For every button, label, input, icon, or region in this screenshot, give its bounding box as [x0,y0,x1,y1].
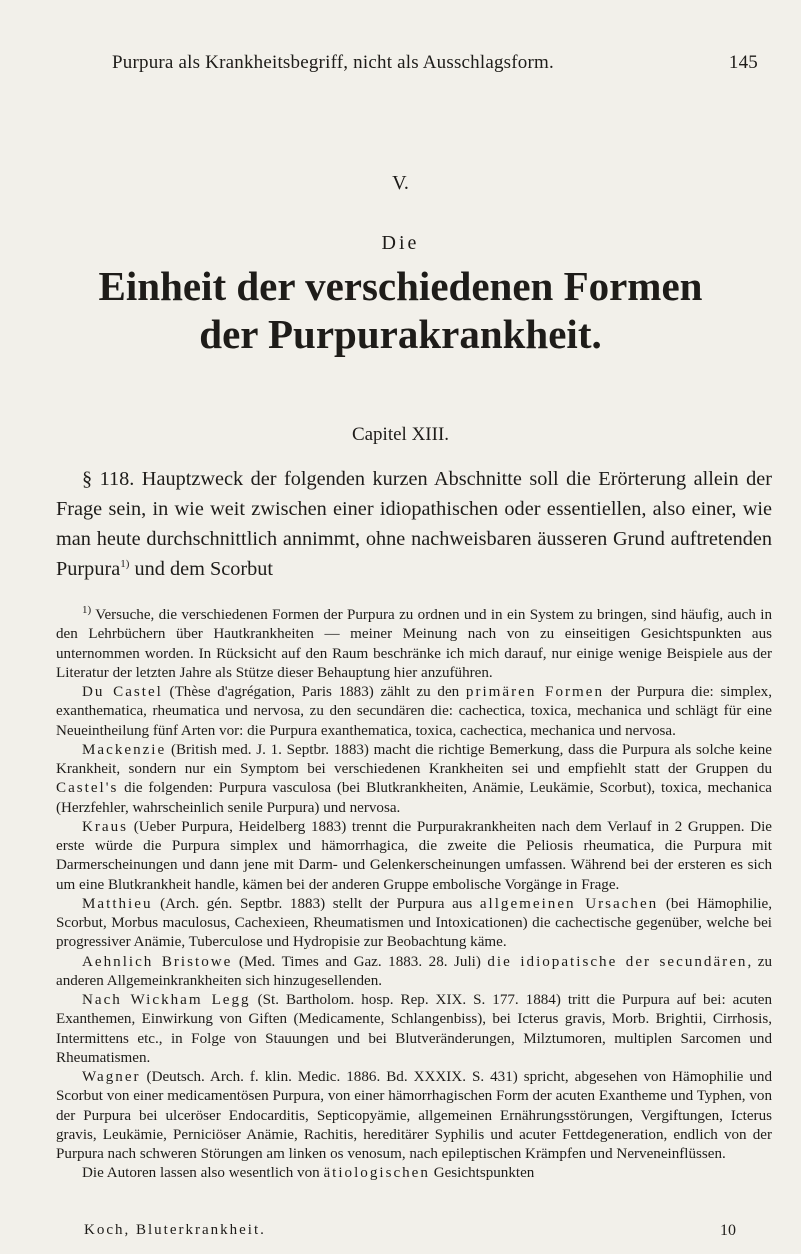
footnote-paragraph [56,683,772,741]
running-head [112,52,758,78]
signature-mark: Koch, Bluterkrankheit. [84,1222,266,1238]
footnote-text: , zu anderen Allgemeinkrankheiten sich hinzugesellenden. [56,953,772,989]
author-name: Wagner [82,1069,141,1085]
footnote-text: (Thèse d'agrégation, Paris 1883) zählt zu den [162,684,466,700]
footnote-text: (bei Hämophilie, Scorbut, Morbus maculosus, Cachexieen, Rheumatismen und Intoxicationen) die cachectische gegenüber, welche bei progressiver Anämie, Tuberculose und Hydropisie zur Beobachtung käme. [56,895,773,951]
emphasis: primären Formen [465,684,605,700]
title-line-2: der Purpurakrankheit. [199,311,602,357]
footnote-text: Gesichtspunkten [429,1165,535,1182]
footnote-paragraph [56,1068,772,1164]
body-text-a: Hauptzweck der folgenden kurzen Abschnitte soll die Erörterung allein der Frage sein, in wie weit zwischen einer idiopathischen oder essentiellen, also einer, wie man heute durchschnittlich annimmt, ohne nachweisbaren äusseren Grund auftretenden Purpura [56,468,773,580]
footnote-text: der Purpura die: simplex, exanthematica, rheumatica und nervosa, zu den secundären die: cachectica, toxica, mechanica und schlägt für eine Neueintheilung fünf Arten vor: die Purpura exanthematica, toxica, cachectica, mechanica und nervosa. [56,684,772,739]
emphasis: die idiopatische der secundären [487,953,748,970]
footnote-paragraph [56,895,772,953]
author-name: Kraus [82,818,129,835]
footnote-text: (St. Bartholom. hosp. Rep. XIX. S. 177. 1884) tritt die Purpura auf bei: acuten Exanthemen, Einwirkung von Giften (Medicamente, Schlangenbiss), bei Icterus gravis, Morb. Brightii, Cirrhosis, Intermittens etc., in Folge von Stauungen und bei Blutveränderungen, Milztumoren, multiplen Sarcomen und Rheumatismen. [56,992,773,1066]
running-head-title: Purpura als Krankheitsbegriff, nicht als Ausschlagsform. [112,52,554,73]
footnotes [56,603,773,1184]
page-number: 145 [728,52,758,73]
emphasis: allgemeinen Ursachen [479,895,659,912]
footnote-paragraph [56,953,772,992]
title-line-1: Einheit der verschiedenen Formen [98,263,703,309]
author-name: Nach Wickham Legg [82,992,251,1008]
footnote-1 [56,603,772,683]
footnote-text: Die Autoren lassen also wesentlich von [82,1165,324,1182]
footnote-paragraph [56,991,772,1068]
emphasis: ätiologischen [323,1165,430,1182]
body-text-b: und dem Scorbut [129,558,274,580]
author-name: Mackenzie [82,741,167,758]
footnote-paragraph [56,1164,772,1183]
footnote-text: (British med. J. 1. Septbr. 1883) macht die richtige Bemerkung, dass die Purpura als solche keine Krankheit, sondern nur ein Symptom bei verschiedenen Krankheiten sei und empfiehlt statt der Gruppen du [56,741,772,777]
footnote-paragraph [56,818,772,895]
title-article: Die [381,232,420,254]
page-footer [56,1222,772,1244]
body-paragraph [56,464,772,584]
chapter-heading: Capitel XIII. [351,424,450,445]
footnote-1-text: Versuche, die verschiedenen Formen der Purpura zu ordnen und in ein System zu bringen, sind häufig, auch in den Lehrbüchern über Hautkrankheiten — meiner Meinung nach von zu einseitigen Gesichtspunkten aus unternommen worden. In Rücksicht auf den Raum beschränke ich mich darauf, nur einige wenige Beispiele aus der Literatur der letzten Jahre als Stütze dieser Behauptung hier anzuführen. [56,607,772,681]
author-name: Du Castel [82,684,163,700]
footnote-text: (Ueber Purpura, Heidelberg 1883) trennt die Purpurakrankheiten nach dem Verlauf in 2 Gruppen. Die erste würde die Purpura simplex und hämorrhagica, die zweite die Peliosis rheumatica, die Purpura mit Darmerscheinungen und dann jene mit Darm- und Gelenkerscheinungen umfassen. Während bei der ersteren es sich um eine Blutkrankheit handle, kämen bei der anderen Gruppe embolische Vorgänge in Frage. [56,818,772,893]
emphasis: Castel's [56,780,119,797]
page-title [0,262,801,358]
sheet-number: 10 [720,1222,736,1239]
footnote-text: (Arch. gén. Septbr. 1883) stellt der Purpura aus [152,895,480,912]
footnote-marker: 1) [120,558,130,571]
footnote-paragraph [56,741,772,818]
footnote-text: (Deutsch. Arch. f. klin. Medic. 1886. Bd. XXXIX. S. 431) spricht, abgesehen von Hämophilie und Scorbut von einer medicamentösen Purpura, von einer hämorrhagischen Form der acuten Exantheme und Typhen, von der Purpura bei ulceröser Endocarditis, Septicopyämie, allgemeinen Ernährungsstörungen, Vergiftungen, Icterus gravis, Leukämie, Perniciöser Anämie, Rachitis, hereditärer Syphilis und acuter Fettdegeneration, endlich von der Purpura nach schweren Störungen am linken os venosum, nach epileptischen Krämpfen und Nerveneinflüssen. [56,1069,772,1162]
footnote-text: die folgenden: Purpura vasculosa (bei Blutkrankheiten, Anämie, Leukämie, Scorbut), toxica, mechanica (Herzfehler, wahrscheinlich senile Purpura) und nervosa. [56,780,772,816]
author-name: Aehnlich Bristowe [82,953,233,970]
footnote-text: (Med. Times and Gaz. 1883. 28. Juli) [232,953,488,970]
footnote-1-marker: 1) [82,603,92,616]
section-sign: § 118. [82,468,135,490]
section-number: V. [392,172,409,194]
author-name: Matthieu [82,895,153,912]
